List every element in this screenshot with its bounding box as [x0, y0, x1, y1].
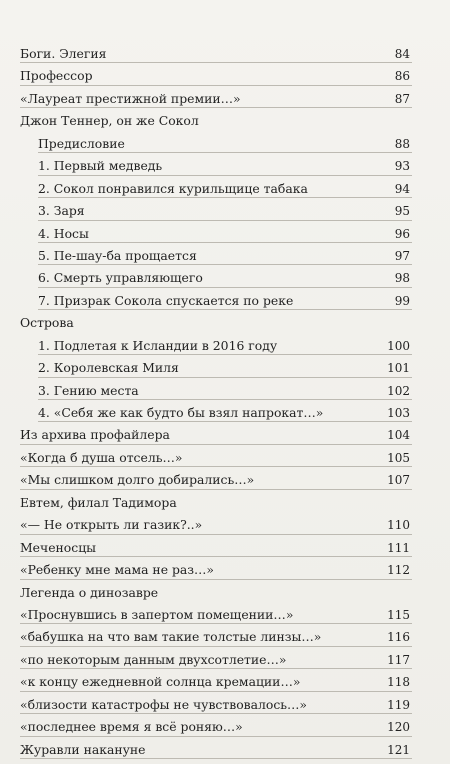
- toc-entry-page-number: 84: [394, 47, 410, 61]
- toc-entry: [0, 290, 450, 312]
- toc-entry: [0, 559, 450, 581]
- toc-entry: [0, 88, 450, 110]
- toc-entry-page-number: 104: [387, 428, 410, 443]
- toc-entry-title: 7. Призрак Сокола спускается по реке: [38, 292, 294, 308]
- toc-entry-title: 5. Пе-шау-ба прощается: [38, 247, 197, 263]
- toc-entry: [0, 694, 450, 716]
- toc-entry-page-number: 120: [387, 720, 410, 735]
- toc-entry-title: 3. Гению места: [38, 382, 139, 398]
- toc-entry-page-number: 118: [387, 675, 410, 690]
- toc-entry-page-number: 98: [394, 271, 410, 286]
- toc-entry-page-number: 103: [387, 406, 410, 420]
- toc-entry: [0, 716, 450, 738]
- toc-entry: [0, 335, 450, 357]
- toc-entry-page-number: 95: [394, 204, 410, 219]
- toc-entry-page-number: 112: [387, 563, 410, 578]
- toc-entry: [0, 537, 450, 559]
- toc-entry: [0, 649, 450, 671]
- toc-entry: [0, 43, 450, 65]
- toc-entry-page-number: 86: [394, 69, 410, 84]
- toc-entry-title: 4. Носы: [38, 225, 89, 241]
- toc-entry-title: 2. Королевская Миля: [38, 360, 179, 376]
- toc-entry-title: «Проснувшись в запертом помещении…»: [20, 606, 294, 622]
- toc-entry-page-number: 97: [394, 248, 410, 263]
- toc-entry: [0, 380, 450, 402]
- toc-entry: [0, 357, 450, 379]
- toc-entry: [0, 110, 450, 132]
- toc-entry-page-number: 96: [394, 226, 410, 241]
- toc-entry-title: «Мы слишком долго добирались…»: [20, 472, 255, 488]
- toc-entry-page-number: 117: [387, 652, 410, 667]
- toc-entry: [0, 469, 450, 491]
- toc-entry-title: 2. Сокол понравился курильщице табака: [38, 180, 308, 196]
- toc-entry-title: 1. Подлетая к Исландии в 2016 году: [38, 337, 278, 353]
- toc-entry-title: «Когда б душа отсель…»: [20, 449, 183, 465]
- toc-entry-title: Предисловие: [38, 135, 125, 151]
- toc-entry: [0, 65, 450, 87]
- toc-entry-title: 1. Первый медведь: [38, 158, 163, 174]
- toc-entry-title: «последнее время я всё роняю…»: [20, 719, 243, 735]
- toc-entry-title: «Ребенку мне мама не раз…»: [20, 562, 215, 578]
- toc-entry-page-number: 94: [394, 181, 410, 196]
- toc-entry-title: «близости катастрофы не чувствовалось…»: [20, 696, 308, 712]
- toc-entry-page-number: 88: [394, 136, 410, 151]
- toc-entry-page-number: 110: [387, 518, 410, 533]
- toc-entry: [0, 178, 450, 200]
- toc-entry: [0, 402, 450, 424]
- toc-entry-page-number: 111: [387, 540, 410, 555]
- toc-entry-title: «бабушка на что вам такие толстые линзы…»: [20, 629, 322, 645]
- toc-entry-page-number: 116: [387, 630, 410, 645]
- toc-entry: [0, 739, 450, 761]
- toc-entry-title: Из архива профайлера: [20, 427, 170, 443]
- toc-entry-page-number: 101: [387, 361, 410, 376]
- toc-entry: [0, 626, 450, 648]
- table-of-contents: [0, 43, 450, 761]
- toc-entry-page-number: 99: [394, 293, 410, 308]
- toc-entry: [0, 245, 450, 267]
- toc-entry-page-number: 100: [387, 338, 410, 353]
- toc-entry: [0, 424, 450, 446]
- toc-entry-page-number: 105: [387, 450, 410, 465]
- toc-entry-page-number: 121: [387, 742, 410, 757]
- toc-entry-title: «к концу ежедневной солнца кремации…»: [20, 674, 301, 690]
- toc-entry-title: «— Не открыть ли газик?..»: [20, 517, 203, 533]
- toc-entry-title: Джон Теннер, он же Сокол: [20, 113, 199, 129]
- toc-entry: [0, 223, 450, 245]
- toc-entry-page-number: 87: [394, 91, 410, 106]
- toc-entry-title: 6. Смерть управляющего: [38, 270, 203, 286]
- toc-entry-page-number: 119: [387, 697, 410, 712]
- toc-entry-page-number: 93: [394, 159, 410, 174]
- toc-entry: [0, 312, 450, 334]
- toc-entry-title: 3. Заря: [38, 203, 85, 219]
- toc-entry-title: Профессор: [20, 68, 93, 84]
- toc-entry: [0, 267, 450, 289]
- toc-entry: [0, 671, 450, 693]
- toc-entry-title: «по некоторым данным двухсотлетие…»: [20, 651, 287, 667]
- toc-entry-title: Журавли накануне: [20, 741, 146, 757]
- toc-entry-title: Острова: [20, 315, 74, 331]
- toc-entry: [0, 155, 450, 177]
- toc-entry-page-number: 115: [387, 607, 410, 622]
- toc-entry: [0, 492, 450, 514]
- toc-entry-title: Евтем, филал Тадимора: [20, 494, 177, 510]
- toc-entry: [0, 604, 450, 626]
- toc-entry-title: Легенда о динозавре: [20, 584, 159, 600]
- toc-entry: [0, 200, 450, 222]
- toc-entry-title: «Лауреат престижной премии…»: [20, 90, 241, 106]
- toc-entry-page-number: 107: [387, 473, 410, 488]
- toc-entry: [0, 582, 450, 604]
- toc-entry-page-number: 102: [387, 383, 410, 398]
- toc-entry: [0, 447, 450, 469]
- toc-entry-title: Меченосцы: [20, 539, 97, 555]
- toc-entry: [0, 514, 450, 536]
- toc-entry-title: Боги. Элегия: [20, 46, 107, 61]
- toc-entry: [0, 133, 450, 155]
- toc-entry-title: 4. «Себя же как будто бы взял напрокат…»: [38, 405, 324, 420]
